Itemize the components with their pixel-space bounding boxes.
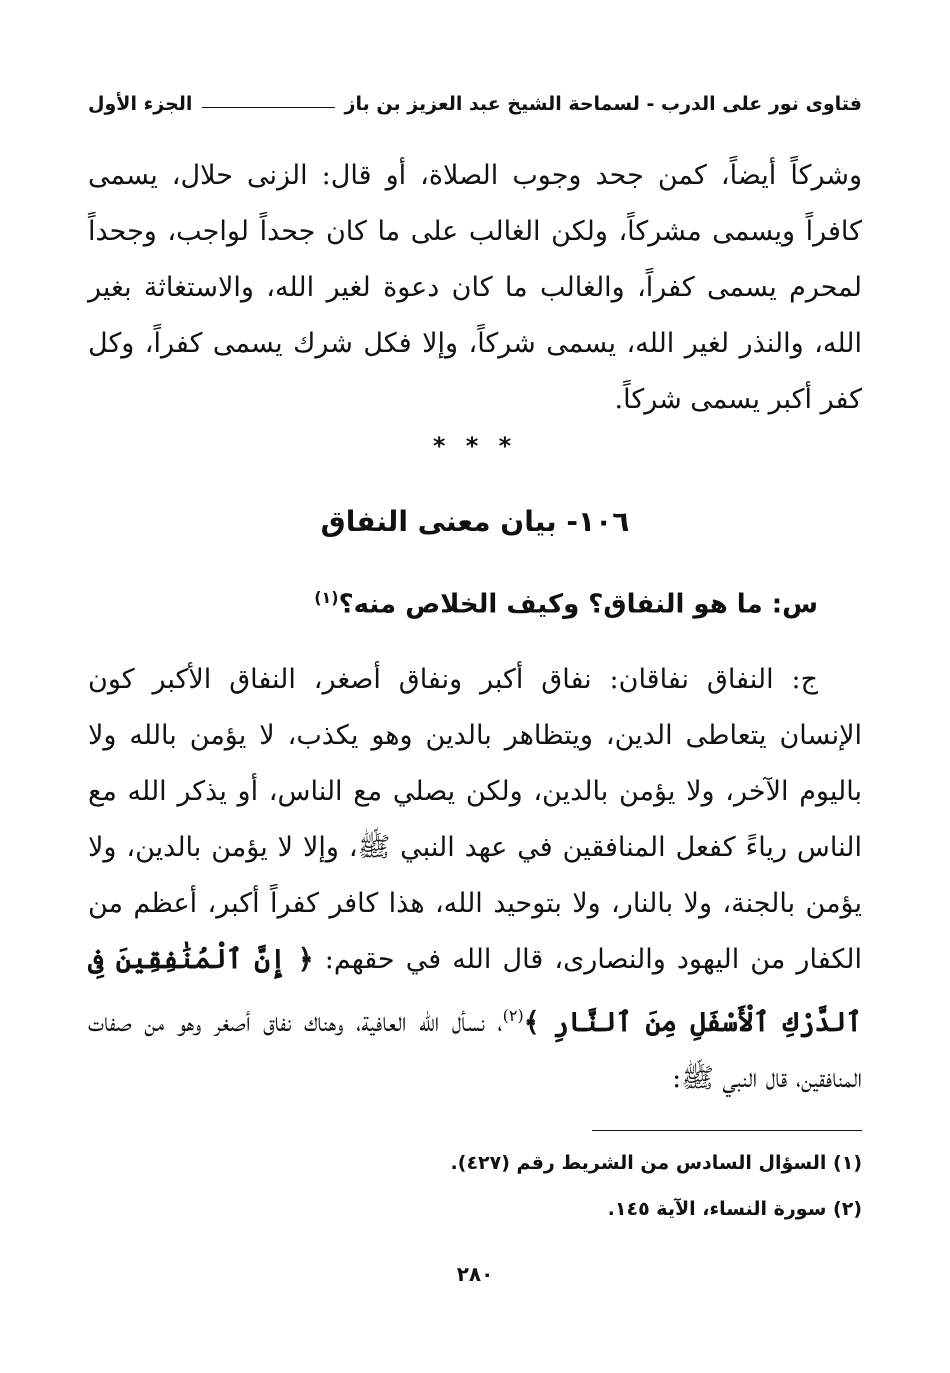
header-volume: الجزء الأول [88, 93, 193, 115]
page-number: ٢٨٠ [456, 1262, 494, 1286]
running-header [88, 86, 862, 122]
footnotes [88, 1140, 862, 1232]
quran-verse: ﴿ إِنَّ ٱلْمُنَٰفِقِينَ فِى ٱلدَّرْكِ ٱلْأَسْفَلِ مِنَ ٱلنَّارِ ﴾ [88, 944, 862, 1038]
header-rule [202, 107, 334, 108]
section-separator: * * * [432, 432, 518, 460]
footnote-rule [592, 1130, 862, 1131]
footnote-1: (١) السؤال السادس من الشريط رقم (٤٢٧). [450, 1152, 862, 1174]
section-heading: ١٠٦- بيان معنى النفاق [320, 505, 630, 538]
question-text: س: ما هو النفاق؟ وكيف الخلاص منه؟ [338, 589, 818, 620]
answer-text-part1: ج: النفاق نفاقان: نفاق أكبر ونفاق أصغر، النفاق الأكبر كون الإنسان يتعاطى الدين، ويتظاهر بالدين وهو يكذب، لا يؤمن بالله ولا باليوم الآخر، ولا يؤمن بالدين، ولكن يصلي مع الناس، أو يذكر الله مع الناس رياءً كفعل المنافقين في عهد النبي ﷺ، وإلا لا يؤمن بالدين، ولا يؤمن بالجنة، ولا بالنار، ولا بتوحيد الله، هذا كافر كفراً أكبر، أعظم من الكفار من اليهود والنصارى، قال الله في حقهم: [88, 664, 862, 975]
quran-footnote-ref: (٢) [502, 1006, 524, 1025]
footnote-2: (٢) سورة النساء، الآية ١٤٥. [607, 1198, 862, 1220]
header-book-title: فتاوى نور على الدرب - لسماحة الشيخ عبد العزيز بن باز [344, 93, 862, 115]
answer-text-part2: ، نسأل الله العافية، وهناك نفاق أصغر وهو من صفات المنافقين، قال النبي ﷺ: [88, 1007, 862, 1094]
intro-paragraph [88, 148, 862, 428]
answer-paragraph [88, 652, 862, 1107]
intro-text: وشركاً أيضاً، كمن جحد وجوب الصلاة، أو قال: الزنى حلال، يسمى كافراً ويسمى مشركاً، ولكن الغالب على ما كان جحداً لواجب، وجحداً لمحرم يسمى كفراً، والغالب ما كان دعوة لغير الله، والاستغاثة بغير الله، والنذر لغير الله، يسمى شركاً، وإلا فكل شرك يسمى كفراً، وكل كفر أكبر يسمى شركاً. [88, 160, 862, 415]
question-footnote-ref: (١) [314, 588, 339, 607]
question [88, 588, 818, 620]
